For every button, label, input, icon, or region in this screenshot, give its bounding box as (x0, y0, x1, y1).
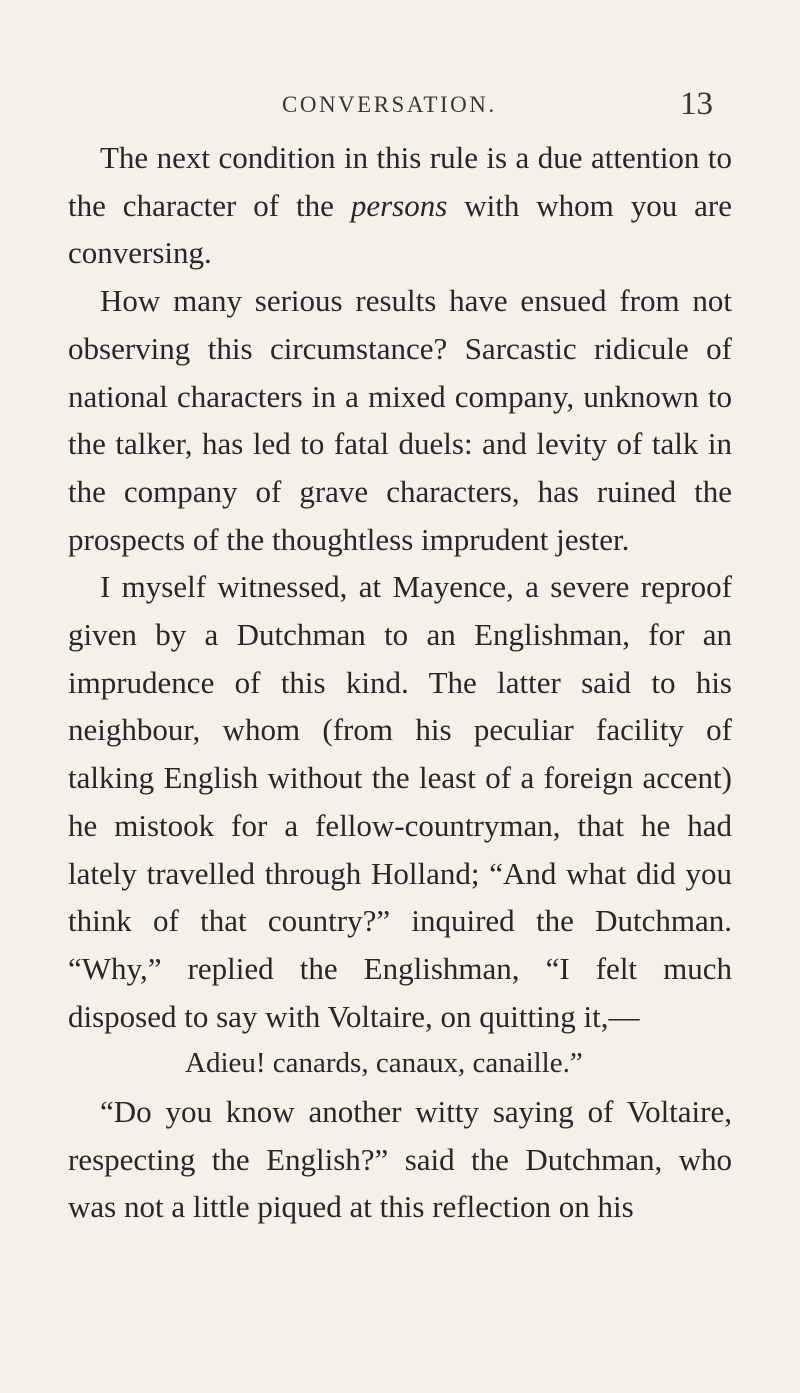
paragraph-1-before: The next condition in this rule is a due attention to the character of the (68, 140, 732, 223)
body-text (68, 134, 732, 1231)
paragraph-1 (68, 134, 732, 277)
paragraph-4: “Do you know another witty saying of Voltaire, respecting the English?” said the Dutchman, who was not a little piqued at this reflection on his (68, 1094, 732, 1225)
running-head: CONVERSATION. (282, 92, 497, 117)
paragraph-1-after: with whom you are conversing. (68, 187, 732, 271)
paragraph-1-emphasis: persons (350, 187, 448, 223)
paragraph-2: How many serious results have ensued from not observing this circumstance? Sarcastic ridicule of national characters in a mixed company, unknown to the talker, has led to fatal duels: and levity of talk in the company of grave characters, has ruined the prospects of the thoughtless imprudent jester. (68, 283, 732, 557)
paragraph-3: I myself witnessed, at Mayence, a severe reproof given by a Dutchman to an Englishman, for an imprudence of this kind. The latter said to his neighbour, whom (from his peculiar facility of talking English without the least of a foreign accent) he mistook for a fellow-countryman, that he had lately travelled through Holland; “And what did you think of that country?” inquired the Dutchman. “Why,” replied the Englishman, “I felt much disposed to say with Voltaire, on quitting it,— (68, 569, 732, 1034)
page-header (0, 86, 800, 130)
page-number: 13 (680, 86, 713, 122)
verse-quote: Adieu! canards, canaux, canaille.” (185, 1047, 583, 1080)
